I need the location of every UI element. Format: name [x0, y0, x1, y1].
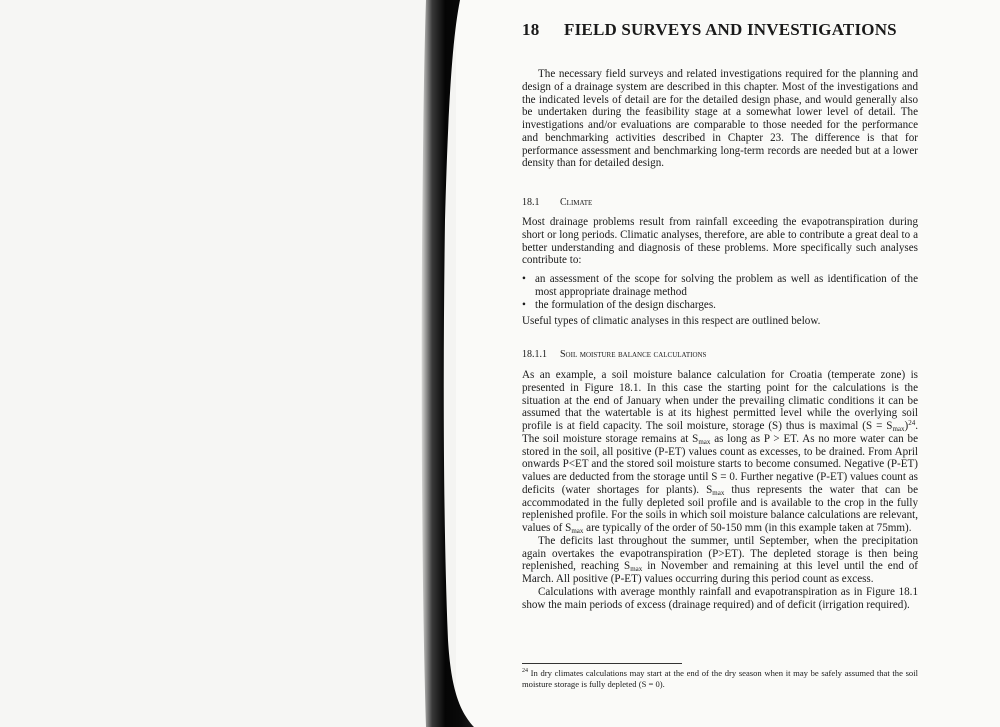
- footnote: $^{24}$ In dry climates calculations may start at the end of the dry season when it may be safely assumed that the soil moisture storage is fully depleted (S = 0).: [522, 668, 918, 689]
- section-title: Climate: [560, 197, 593, 208]
- section-number: 18.1.1: [522, 349, 547, 360]
- footnote-marker: 24: [522, 668, 528, 674]
- intro-paragraph: The necessary field surveys and related investigations required for the planning and design of a drainage system are described in this chapter. Most of the investigations and the indicated levels of detail are for the detailed design phase, and would generally also be undertaken during the feasibility stage at a somewhat lower level of detail. The investigations and/or evaluations are comparable to those needed for the performance and benchmarking activities described in Chapter 23. The difference is that for performance assessment and benchmarking long-term records are needed but at a lower density than for detailed design.: [522, 68, 918, 170]
- section-heading-soil-moisture: [522, 349, 706, 360]
- section-heading-climate: [522, 197, 592, 208]
- list-item: • an assessment of the scope for solving the problem as well as identification of the most appropriate drainage method: [522, 273, 918, 298]
- list-item: • the formulation of the design discharges.: [522, 298, 716, 311]
- chapter-title: FIELD SURVEYS AND INVESTIGATIONS: [564, 20, 897, 39]
- bullet-marker: •: [522, 298, 526, 311]
- bullet-marker: •: [522, 273, 526, 285]
- climate-closing-line: Useful types of climatic analyses in this respect are outlined below.: [522, 315, 821, 327]
- bullet-list: [522, 273, 918, 311]
- chapter-heading: [522, 20, 897, 40]
- footnote-divider: [522, 663, 682, 664]
- footnote-reference: 24: [908, 419, 916, 427]
- section-title: Soil moisture balance calculations: [560, 349, 707, 360]
- body-paragraph: Calculations with average monthly rainfall and evapotranspiration as in Figure 18.1 show the main periods of excess (drainage required) and of deficit (irrigation required).: [522, 585, 918, 611]
- section-number: 18.1: [522, 197, 540, 208]
- body-paragraph: The deficits last throughout the summer, until September, when the precipitation again overtakes the evapotranspiration (P>ET). The depleted storage is then being replenished, reaching $S_{max}$ in November and remaining at this level until the end of March. All positive (P-ET) values occurring during this period count as excess.: [522, 534, 918, 585]
- soil-moisture-body: [522, 369, 918, 611]
- chapter-number: 18: [522, 20, 540, 39]
- left-page: [0, 0, 425, 727]
- book-spine-shadow: [412, 0, 474, 727]
- body-paragraph: As an example, a soil moisture balance calculation for Croatia (temperate zone) is presented in Figure 18.1. In this case the starting point for the calculations is the situation at the end of January when under the prevailing climatic conditions it can be assumed that the watertable is at its highest permitted level while the overlying soil profile is at field capacity. The soil moisture, storage (S) thus is maximal $(S = S_{max})^{24}$. The soil moisture storage remains at $S_{max}$ as long as P > ET. As no more water can be stored in the soil, all positive (P-ET) values count as excesses, to be drained. From April onwards P<ET and the stored soil moisture starts to become consumed. Negative (P-ET) values are deducted from the storage until S = 0. Further negative (P-ET) values count as deficits (water shortages for plants). $S_{max}$ thus represents the water that can be accommodated in the fully depleted soil profile and is available to the crop in the fully replenished profile. For the soils in which soil moisture balance calculations are relevant, values of $S_{max}$ are typically of the order of 50-150 mm (in this example taken at 75mm).: [522, 369, 918, 535]
- climate-paragraph: Most drainage problems result from rainfall exceeding the evapotranspiration during short or long periods. Climatic analyses, therefore, are able to contribute a great deal to a better understanding and diagnosis of these problems. More specifically such analyses contribute to:: [522, 216, 918, 267]
